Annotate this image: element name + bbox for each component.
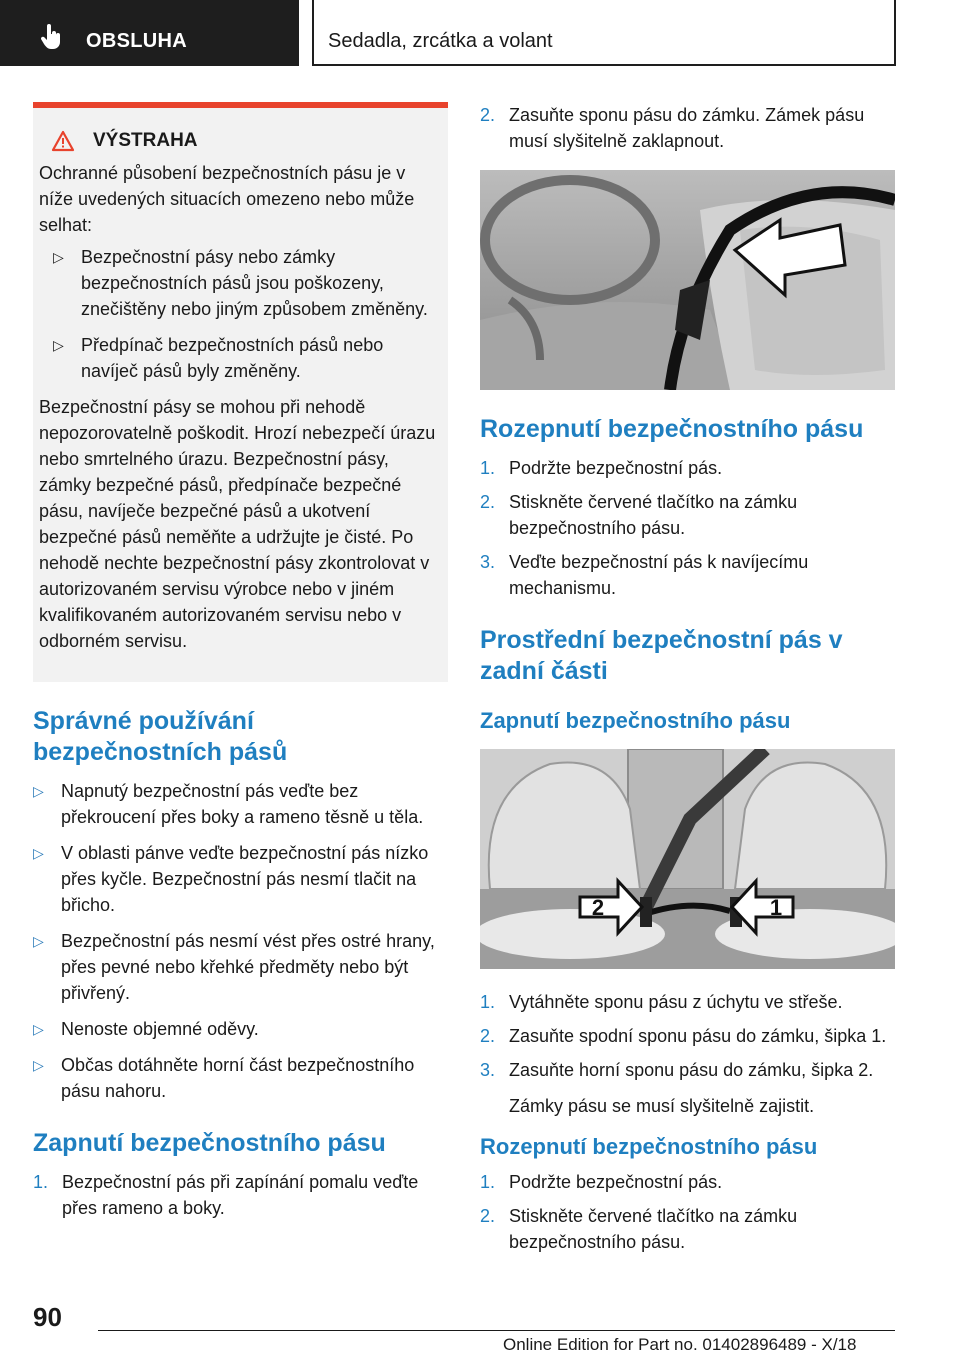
list-item: ▷ Napnutý bezpečnostní pás veďte bez překroucení přes boky a rameno těsně u těla. xyxy=(33,778,448,830)
figure-label-1: 1 xyxy=(769,895,783,920)
heading-unfasten: Rozepnutí bezpečnostního pásu xyxy=(480,415,864,443)
fasten-steps-right xyxy=(480,102,895,154)
warning-box xyxy=(33,102,448,682)
list-item: 1. Podržte bezpečnostní pás. xyxy=(480,1172,723,1192)
triangle-bullet-icon: ▷ xyxy=(53,337,64,353)
right-column xyxy=(480,102,895,1263)
warning-body: Bezpečnostní pásy se mohou při nehodě nepozorovatelně poškodit. Hrozí nebezpečí úrazu nebo smrtelného úrazu. Bezpečnostní pásy, zámky bezpečné pásů, předpínače bezpečné pásu, navíječe bezpečné pásů a ukotvení bezpečné pásů neměňte a udržujte je čisté. Po nehodě nechte bezpečnostní pásy zkontrolovat v autorizovaném servisu výrobce nebo v jiném kvalifikovaném autorizovaném servisu nebo v odborném servisu. xyxy=(39,397,436,651)
hand-pointer-icon xyxy=(40,24,62,50)
list-item: 1. Bezpečnostní pás při zapínání pomalu veďte přes rameno a boky. xyxy=(33,1172,419,1218)
fasten-steps-left xyxy=(33,1169,448,1221)
list-item: ▷ Předpínač bezpečnostních pásů nebo navíječ pásů byly změněny. xyxy=(39,332,440,384)
heading-rear-center: Prostřední bezpečnostní pás v zadní části xyxy=(480,626,843,685)
chapter-tab xyxy=(312,0,896,66)
list-item: 1. Podržte bezpečnostní pás. xyxy=(480,458,723,478)
figure-rear-center-belt xyxy=(480,749,895,969)
triangle-bullet-icon: ▷ xyxy=(33,845,44,861)
list-item: 2. Stiskněte červené tlačítko na zámku bezpečnostního pásu. xyxy=(480,492,798,538)
triangle-bullet-icon: ▷ xyxy=(53,249,64,265)
heading-correct-use: Správné používání bezpečnostních pásů xyxy=(33,707,288,766)
heading-fasten: Zapnutí bezpečnostního pásu xyxy=(33,1129,386,1157)
list-item: ▷ Bezpečnostní pásy nebo zámky bezpečnostních pásů jsou poškozeny, znečištěny nebo jiným způsobem změněny. xyxy=(39,244,440,322)
page-number: 90 xyxy=(33,1302,62,1332)
heading-rear-fasten: Zapnutí bezpečnostního pásu xyxy=(480,708,791,733)
warning-title-text: VÝSTRAHA xyxy=(93,130,198,151)
chapter-title: Sedadla, zrcátka a volant xyxy=(328,30,553,52)
page-header xyxy=(0,0,960,66)
list-item: ▷ V oblasti pánve veďte bezpečnostní pás nízko přes kyčle. Bezpečnostní pás nesmí tlačit na břicho. xyxy=(33,840,448,918)
footer-divider xyxy=(98,1330,895,1331)
rear-fasten-steps xyxy=(480,989,895,1119)
triangle-bullet-icon: ▷ xyxy=(33,1021,44,1037)
edition-note: Online Edition for Part no. 01402896489 - X/18 xyxy=(503,1335,857,1354)
list-item: ▷ Nenoste objemné oděvy. xyxy=(33,1016,448,1042)
list-item: 2. Stiskněte červené tlačítko na zámku bezpečnostního pásu. xyxy=(480,1206,798,1252)
list-item: 2. Zasuňte spodní sponu pásu do zámku, šipka 1. xyxy=(480,1026,887,1046)
correct-use-list xyxy=(33,778,448,1104)
step-note: Zámky pásu se musí slyšitelně zajistit. xyxy=(509,1096,815,1116)
list-item: 1. Vytáhněte sponu pásu z úchytu ve střeše. xyxy=(480,992,843,1012)
list-item: 3. Zasuňte horní sponu pásu do zámku, šipka 2. Zámky pásu se musí slyšitelně zajistit. xyxy=(480,1057,895,1119)
section-title: OBSLUHA xyxy=(86,30,187,52)
warning-intro: Ochranné působení bezpečnostních pásu je v níže uvedených situacích omezeno nebo může selhat: xyxy=(39,163,415,235)
triangle-bullet-icon: ▷ xyxy=(33,783,44,799)
left-column xyxy=(33,102,448,1229)
warning-triangle-icon xyxy=(51,130,75,152)
warning-bullet-list xyxy=(39,244,440,384)
list-item: 3. Veďte bezpečnostní pás k navíjecímu mechanismu. xyxy=(480,552,809,598)
list-item: ▷ Občas dotáhněte horní část bezpečnostního pásu nahoru. xyxy=(33,1052,448,1104)
rear-unfasten-steps xyxy=(480,1169,895,1255)
unfasten-steps xyxy=(480,455,895,601)
triangle-bullet-icon: ▷ xyxy=(33,933,44,949)
figure-label-2: 2 xyxy=(591,895,605,920)
list-item: 2. Zasuňte sponu pásu do zámku. Zámek pásu musí slyšitelně zaklapnout. xyxy=(480,105,865,151)
figure-front-buckle xyxy=(480,170,895,390)
triangle-bullet-icon: ▷ xyxy=(33,1057,44,1073)
heading-rear-unfasten: Rozepnutí bezpečnostního pásu xyxy=(480,1134,818,1159)
warning-title xyxy=(51,130,440,152)
section-tab xyxy=(0,0,299,66)
list-item: ▷ Bezpečnostní pás nesmí vést přes ostré hrany, přes pevné nebo křehké předměty nebo být přivřený. xyxy=(33,928,448,1006)
